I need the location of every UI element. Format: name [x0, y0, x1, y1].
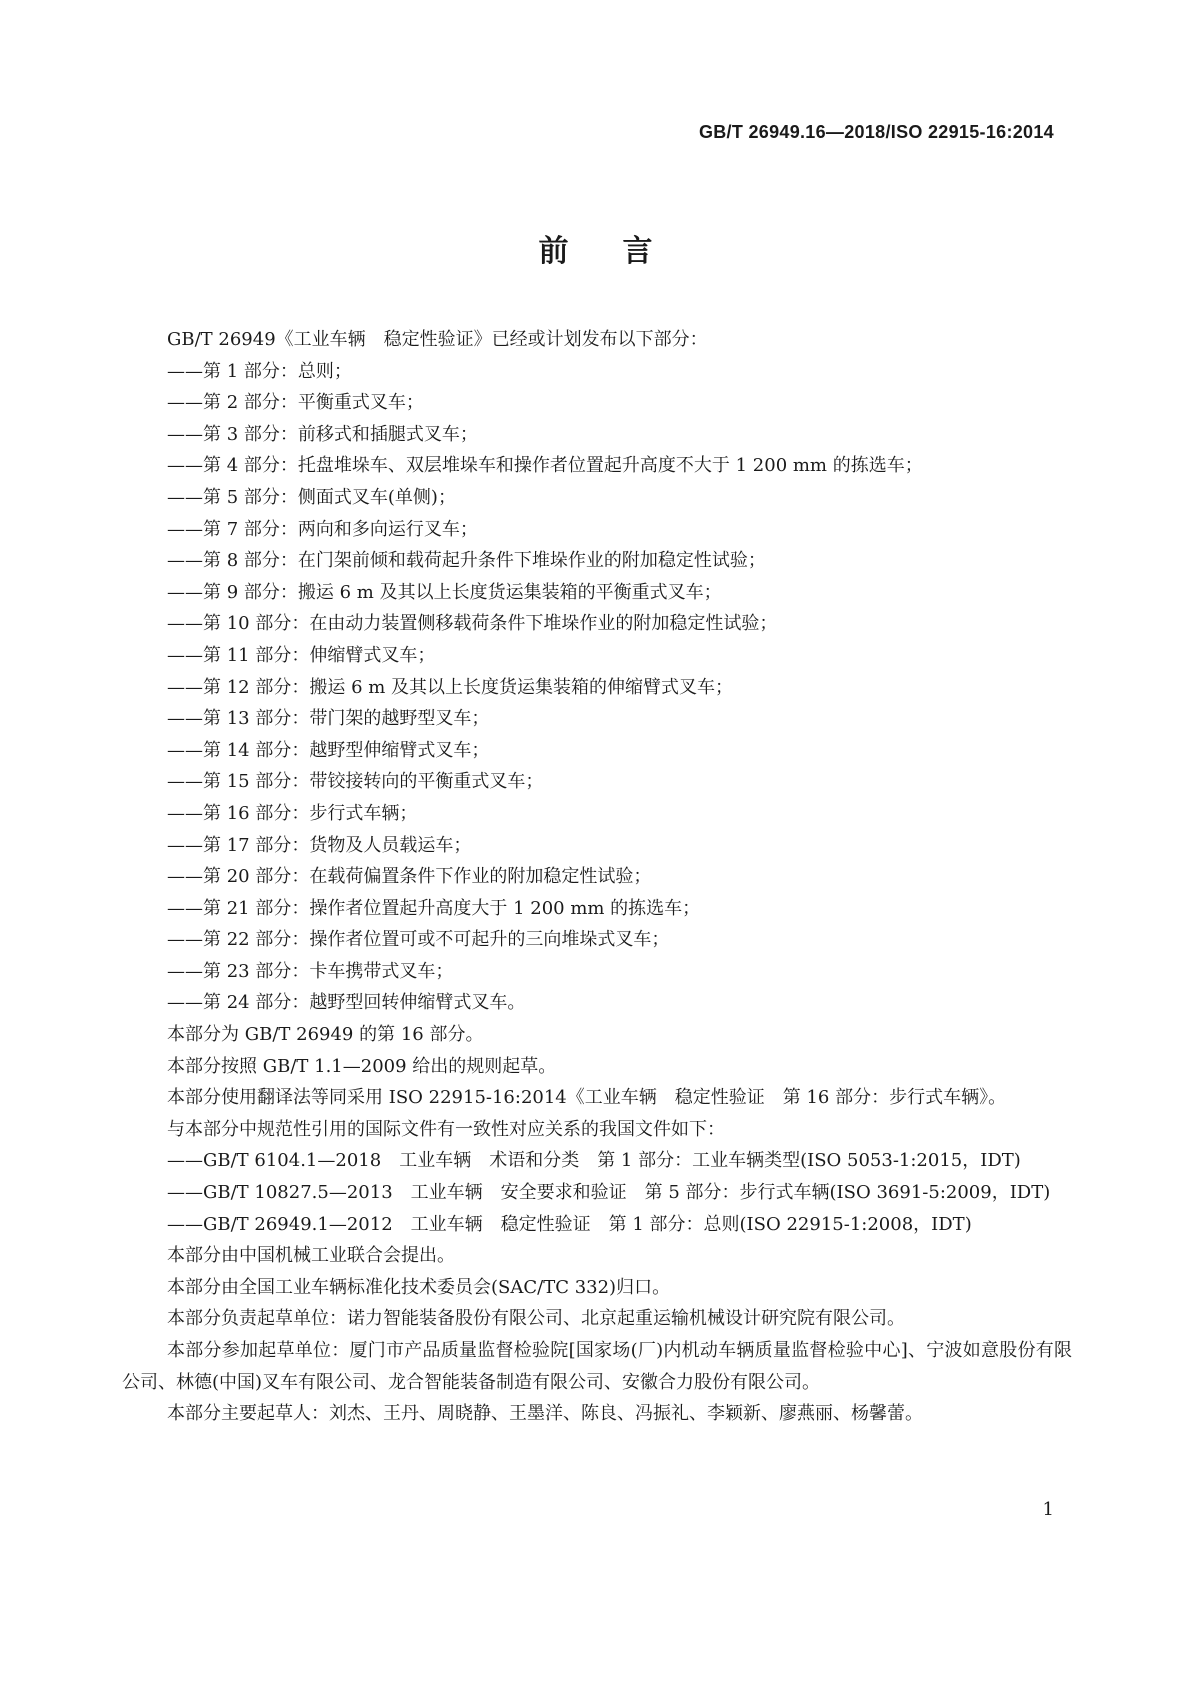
- list-item: ——第 4 部分：托盘堆垛车、双层堆垛车和操作者位置起升高度不大于 1 200 mm 的拣选车；: [167, 455, 923, 477]
- list-item: ——第 16 部分：步行式车辆；: [167, 802, 418, 824]
- list-item: ——第 5 部分：侧面式叉车(单侧)；: [167, 486, 456, 508]
- references-intro-paragraph: 与本部分中规范性引用的国际文件有一致性对应关系的我国文件如下：: [167, 1118, 725, 1140]
- part-number-paragraph: 本部分为 GB/T 26949 的第 16 部分。: [167, 1024, 484, 1046]
- list-item: ——第 20 部分：在载荷偏置条件下作业的附加稳定性试验；: [167, 866, 652, 888]
- responsible-units-paragraph: 本部分负责起草单位：诺力智能装备股份有限公司、北京起重运输机械设计研究院有限公司。: [167, 1308, 905, 1330]
- list-item: ——第 11 部分：伸缩臂式叉车；: [167, 644, 436, 666]
- reference-item: ——GB/T 26949.1—2012 工业车辆 稳定性验证 第 1 部分：总则(ISO 22915-1:2008，IDT): [167, 1213, 972, 1235]
- list-item: ——第 21 部分：操作者位置起升高度大于 1 200 mm 的拣选车；: [167, 897, 701, 919]
- references-list: [122, 1145, 1072, 1240]
- list-item: ——第 9 部分：搬运 6 m 及其以上长度货运集装箱的平衡重式叉车；: [167, 581, 722, 603]
- list-item: ——第 1 部分：总则；: [167, 360, 352, 382]
- parts-list: [122, 356, 1072, 1019]
- translation-paragraph: 本部分使用翻译法等同采用 ISO 22915-16:2014《工业车辆 稳定性验证 第 16 部分：步行式车辆》。: [167, 1087, 1007, 1109]
- list-item: ——第 22 部分：操作者位置可或不可起升的三向堆垛式叉车；: [167, 929, 670, 951]
- drafting-rules-paragraph: 本部分按照 GB/T 1.1—2009 给出的规则起草。: [167, 1055, 557, 1077]
- reference-item: ——GB/T 6104.1—2018 工业车辆 术语和分类 第 1 部分：工业车辆类型(ISO 5053-1:2015，IDT): [167, 1150, 1021, 1172]
- list-item: ——第 10 部分：在由动力装置侧移载荷条件下堆垛作业的附加稳定性试验；: [167, 613, 778, 635]
- page-number: 1: [1042, 1499, 1054, 1520]
- list-item: ——第 2 部分：平衡重式叉车；: [167, 392, 424, 414]
- list-item: ——第 23 部分：卡车携带式叉车；: [167, 960, 454, 982]
- intro-paragraph: GB/T 26949《工业车辆 稳定性验证》已经或计划发布以下部分：: [167, 329, 708, 350]
- centralized-by-paragraph: 本部分由全国工业车辆标准化技术委员会(SAC/TC 332)归口。: [167, 1276, 671, 1298]
- reference-item: ——GB/T 10827.5—2013 工业车辆 安全要求和验证 第 5 部分：步行式车辆(ISO 3691-5:2009，IDT): [167, 1182, 1051, 1204]
- participating-units-paragraph: 本部分参加起草单位：厦门市产品质量监督检验院[国家场(厂)内机动车辆质量监督检验中心]、宁波如意股份有限公司、林德(中国)叉车有限公司、龙合智能装备制造有限公司、安徽合力股份有限公司。: [122, 1340, 1072, 1393]
- list-item: ——第 13 部分：带门架的越野型叉车；: [167, 708, 490, 730]
- main-drafters-paragraph: 本部分主要起草人：刘杰、王丹、周晓静、王墨洋、陈良、冯振礼、李颖新、廖燕丽、杨馨蕾。: [167, 1403, 923, 1425]
- page-title: 前言: [538, 234, 707, 269]
- proposed-by-paragraph: 本部分由中国机械工业联合会提出。: [167, 1245, 455, 1267]
- foreword-body: [122, 324, 1072, 1430]
- list-item: ——第 14 部分：越野型伸缩臂式叉车；: [167, 739, 490, 761]
- list-item: ——第 17 部分：货物及人员载运车；: [167, 834, 472, 856]
- list-item: ——第 12 部分：搬运 6 m 及其以上长度货运集装箱的伸缩臂式叉车；: [167, 676, 734, 698]
- standard-code-header: GB/T 26949.16—2018/ISO 22915-16:2014: [698, 122, 1054, 142]
- list-item: ——第 7 部分：两向和多向运行叉车；: [167, 518, 478, 540]
- list-item: ——第 15 部分：带铰接转向的平衡重式叉车；: [167, 771, 544, 793]
- list-item: ——第 24 部分：越野型回转伸缩臂式叉车。: [167, 992, 526, 1014]
- list-item: ——第 8 部分：在门架前倾和载荷起升条件下堆垛作业的附加稳定性试验；: [167, 550, 766, 572]
- list-item: ——第 3 部分：前移式和插腿式叉车；: [167, 423, 478, 445]
